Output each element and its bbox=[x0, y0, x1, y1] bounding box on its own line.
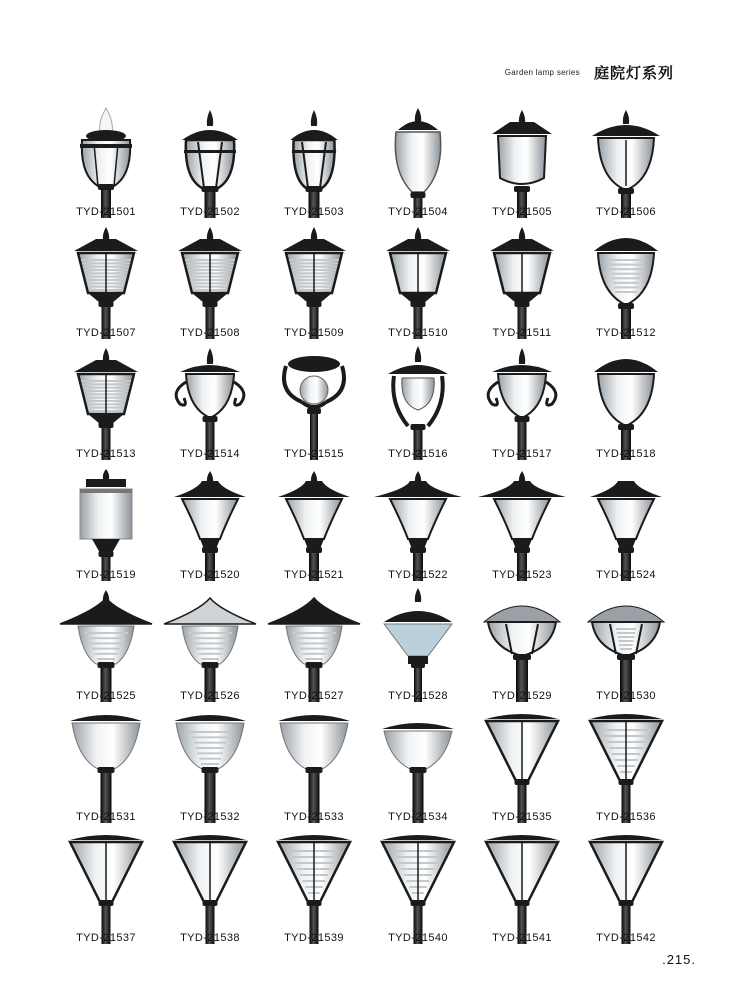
product-item bbox=[54, 463, 158, 584]
product-code: TYD-21524 bbox=[596, 569, 656, 581]
page-number: .215. bbox=[662, 952, 696, 967]
product-code: TYD-21528 bbox=[388, 690, 448, 702]
product-item bbox=[262, 221, 366, 342]
product-item bbox=[54, 221, 158, 342]
product-item bbox=[262, 342, 366, 463]
product-code: TYD-21539 bbox=[284, 932, 344, 944]
product-code: TYD-21527 bbox=[284, 690, 344, 702]
product-item bbox=[54, 584, 158, 705]
product-item bbox=[54, 705, 158, 826]
product-code: TYD-21512 bbox=[596, 327, 656, 339]
product-code: TYD-21505 bbox=[492, 206, 552, 218]
product-item bbox=[158, 463, 262, 584]
product-item bbox=[262, 100, 366, 221]
series-title-en: Garden lamp series bbox=[504, 67, 580, 77]
product-code: TYD-21511 bbox=[492, 327, 552, 339]
product-code: TYD-21523 bbox=[492, 569, 552, 581]
product-item bbox=[470, 463, 574, 584]
product-item bbox=[158, 342, 262, 463]
product-code: TYD-21525 bbox=[76, 690, 136, 702]
product-code: TYD-21503 bbox=[284, 206, 344, 218]
product-item bbox=[366, 221, 470, 342]
product-item bbox=[470, 100, 574, 221]
product-grid bbox=[54, 100, 678, 950]
product-item bbox=[470, 584, 574, 705]
product-code: TYD-21515 bbox=[284, 448, 344, 460]
product-code: TYD-21541 bbox=[492, 932, 552, 944]
product-item bbox=[470, 826, 574, 947]
product-code: TYD-21510 bbox=[388, 327, 448, 339]
product-item bbox=[158, 100, 262, 221]
product-item bbox=[262, 826, 366, 947]
product-item bbox=[158, 584, 262, 705]
product-item bbox=[158, 705, 262, 826]
product-item bbox=[366, 584, 470, 705]
product-code: TYD-21532 bbox=[180, 811, 240, 823]
product-code: TYD-21509 bbox=[284, 327, 344, 339]
product-code: TYD-21531 bbox=[76, 811, 136, 823]
series-title-cn: 庭院灯系列 bbox=[593, 63, 674, 82]
product-code: TYD-21529 bbox=[492, 690, 552, 702]
product-code: TYD-21530 bbox=[596, 690, 656, 702]
product-item bbox=[262, 705, 366, 826]
product-item bbox=[574, 221, 678, 342]
product-code: TYD-21522 bbox=[388, 569, 448, 581]
product-code: TYD-21521 bbox=[284, 569, 344, 581]
product-item bbox=[574, 584, 678, 705]
product-item bbox=[262, 584, 366, 705]
product-item bbox=[262, 463, 366, 584]
product-code: TYD-21537 bbox=[76, 932, 136, 944]
product-code: TYD-21535 bbox=[492, 811, 552, 823]
product-code: TYD-21502 bbox=[180, 206, 240, 218]
product-code: TYD-21538 bbox=[180, 932, 240, 944]
product-item bbox=[158, 221, 262, 342]
product-code: TYD-21514 bbox=[180, 448, 240, 460]
product-code: TYD-21517 bbox=[492, 448, 552, 460]
product-code: TYD-21536 bbox=[596, 811, 656, 823]
product-code: TYD-21507 bbox=[76, 327, 136, 339]
product-item bbox=[54, 342, 158, 463]
page-header bbox=[505, 62, 674, 82]
product-code: TYD-21526 bbox=[180, 690, 240, 702]
product-code: TYD-21519 bbox=[76, 569, 136, 581]
product-item bbox=[574, 342, 678, 463]
product-code: TYD-21520 bbox=[180, 569, 240, 581]
product-item bbox=[54, 100, 158, 221]
product-code: TYD-21513 bbox=[76, 448, 136, 460]
product-item bbox=[158, 826, 262, 947]
product-item bbox=[54, 826, 158, 947]
product-item bbox=[470, 221, 574, 342]
product-item bbox=[366, 100, 470, 221]
product-code: TYD-21516 bbox=[388, 448, 448, 460]
product-code: TYD-21501 bbox=[76, 206, 136, 218]
product-item bbox=[574, 826, 678, 947]
product-item bbox=[366, 705, 470, 826]
product-code: TYD-21542 bbox=[596, 932, 656, 944]
product-item bbox=[574, 705, 678, 826]
product-code: TYD-21518 bbox=[596, 448, 656, 460]
product-code: TYD-21540 bbox=[388, 932, 448, 944]
product-code: TYD-21508 bbox=[180, 327, 240, 339]
product-item bbox=[366, 826, 470, 947]
product-item bbox=[470, 705, 574, 826]
product-code: TYD-21533 bbox=[284, 811, 344, 823]
product-code: TYD-21534 bbox=[388, 811, 448, 823]
product-item bbox=[366, 463, 470, 584]
product-item bbox=[470, 342, 574, 463]
product-item bbox=[574, 463, 678, 584]
product-item bbox=[366, 342, 470, 463]
product-code: TYD-21506 bbox=[596, 206, 656, 218]
product-code: TYD-21504 bbox=[388, 206, 448, 218]
product-item bbox=[574, 100, 678, 221]
